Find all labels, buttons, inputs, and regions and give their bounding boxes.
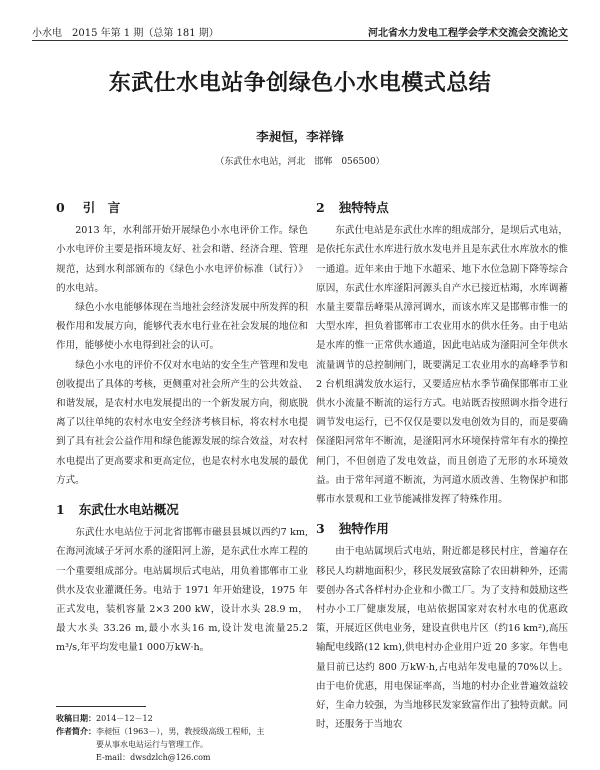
section-number: 0 (56, 200, 65, 215)
affiliation: （东武仕水电站，河北 邯郸 056500） (215, 157, 385, 167)
section-title: 独特特点 (338, 200, 389, 215)
section-heading-1 (56, 500, 308, 519)
paragraph: 绿色小水电的评价不仅对水电站的安全生产管理和发电创收提出了具体的考核，更侧重对社会所产生的公共效益、和谐发展，是农村水电发展提出的一个新发展方向，彻底脱离了以往单纯的农村水电安全经济考核目标，将农村水电提到了具有社会公益作用和绿色能源发展的综合效益，对农村水电提出了更高要求和更高定位，也是农村水电发展的最优方式。 (56, 359, 308, 486)
section-title: 引 言 (82, 200, 121, 215)
received-date-line (56, 712, 308, 725)
section-number: 1 (56, 502, 65, 518)
section-heading-0 (56, 198, 308, 217)
paragraph: 绿色小水电能够体现在当地社会经济发展中所发挥的积极作用和发展方向，能够代表水电行业在社会发展的地位和作用，能够使小水电得到社会的认可。 (56, 302, 308, 352)
section-title: 东武仕水电站概况 (78, 502, 179, 518)
author-bio: 李昶恒（1963－），男，教授级高级工程师，主 (96, 727, 265, 736)
paragraph: 东武仕电站是东武仕水库的组成部分，是坝后式电站，是依托东武仕水库进行放水发电并且是东武仕水库放水的惟一通道。近年来由于地下水超采、地下水位急剧下降等综合原因，东武仕水库滏阳河源头自产水已接近枯竭，水库调蓄水量主要靠岳峰渠从漳河调水，而该水库又是邯郸市惟一的大型水库，担负着邯郸市工农业用水的供水任务。由于电站是水库的惟一正常供水通道，因此电站成为滏阳河全年供水流量调节的总控制闸门，既要满足工农业用水的高峰季节和 2 台机组满发放水运行，又要适应枯水季节确保邯郸市工业供水小流量不断流的运行方式。电站既否按照调水指令进行调节发电运行，已不仅仅是要以发电创效为目的，而是要确保滏阳河常年不断流，是滏阳河水环境保持常年有水的操控闸门，不但创造了发电效益，而且创造了无形的水环境效益。由于常年河道不断流，为河道水质改善、生物保护和邯郸市水景观和工业节能减排发挥了特殊作用。 (316, 225, 568, 506)
paragraph: 2013 年，水利部开始开展绿色小水电评价工作。绿色小水电评价主要是指环境友好、社会和谐、经济合理、管理规范，达到水利部颁布的《绿色小水电评价标准（试行）》的水电站。 (56, 225, 308, 294)
section-number: 3 (316, 521, 325, 537)
paragraph: 由于电站属坝后式电站，附近都是移民村庄，普遍存在移民人均耕地面积少，移民发展致富除了农田耕种外，还需要创办各式各样村办企业和小微工厂。为了支持和鼓励这些村办小工厂健康发展，电站依据国家对农村水电的优惠政策，开展近区供电业务，建设直供电片区（约16 km²),高压输配电线路(12 km),供电村办企业用户近 20 多家。年售电量目前已达约 800 万kW·h,占电站年发电量的70%以上。由于电价优惠，用电保证率高，当地的村办企业普遍效益较好，生命力较强，为当地移民发家致富作出了独特贡献。同时，还服务于当地农 (316, 546, 568, 731)
journal-info: 小水电 2015 年第 1 期（总第 181 期） (32, 28, 219, 39)
left-column (56, 198, 308, 658)
footnote (56, 712, 308, 764)
paper-title: 东武仕水电站争创绿色小水电模式总结 (108, 70, 492, 96)
conference-label: 河北省水力发电工程学会学术交流会交流论文 (368, 28, 568, 39)
email-address[interactable]: dwsdzlch@126.com (130, 753, 211, 762)
received-label: 收稿日期： (56, 713, 96, 723)
section-heading-3 (316, 519, 568, 538)
right-column (316, 198, 568, 734)
footnote-divider (56, 706, 146, 707)
paragraph: 东武仕水电站位于河北省邯郸市磁县县城以西约7 km,在海河流域子牙河水系的滏阳河上游，是东武仕水库工程的一个重要组成部分。电站属坝后式电站，用负着邯郸市工业供水及农业灌溉任务。电站于 1971 年开始建设，1975 年正式发电，装机容量 2×3 200 kW，设计水头 28.9 m，最大水头 33.26 m,最小水头16 m,设计发电流量25.2 m³/s,年平均发电量1 000万kW·h。 (56, 527, 308, 654)
authors: 李昶恒，李祥锋 (256, 129, 344, 144)
received-date: 2014－12－12 (96, 714, 153, 723)
author-bio-line (56, 725, 308, 738)
section-title: 独特作用 (338, 521, 389, 537)
email-label: E-mail： (96, 753, 131, 762)
section-number: 2 (316, 200, 325, 215)
email-line (56, 751, 308, 764)
section-heading-2 (316, 198, 568, 217)
header-divider (32, 40, 568, 41)
author-label: 作者简介： (56, 726, 96, 736)
author-bio-continued: 要从事水电站运行与管理工作。 (96, 740, 208, 749)
